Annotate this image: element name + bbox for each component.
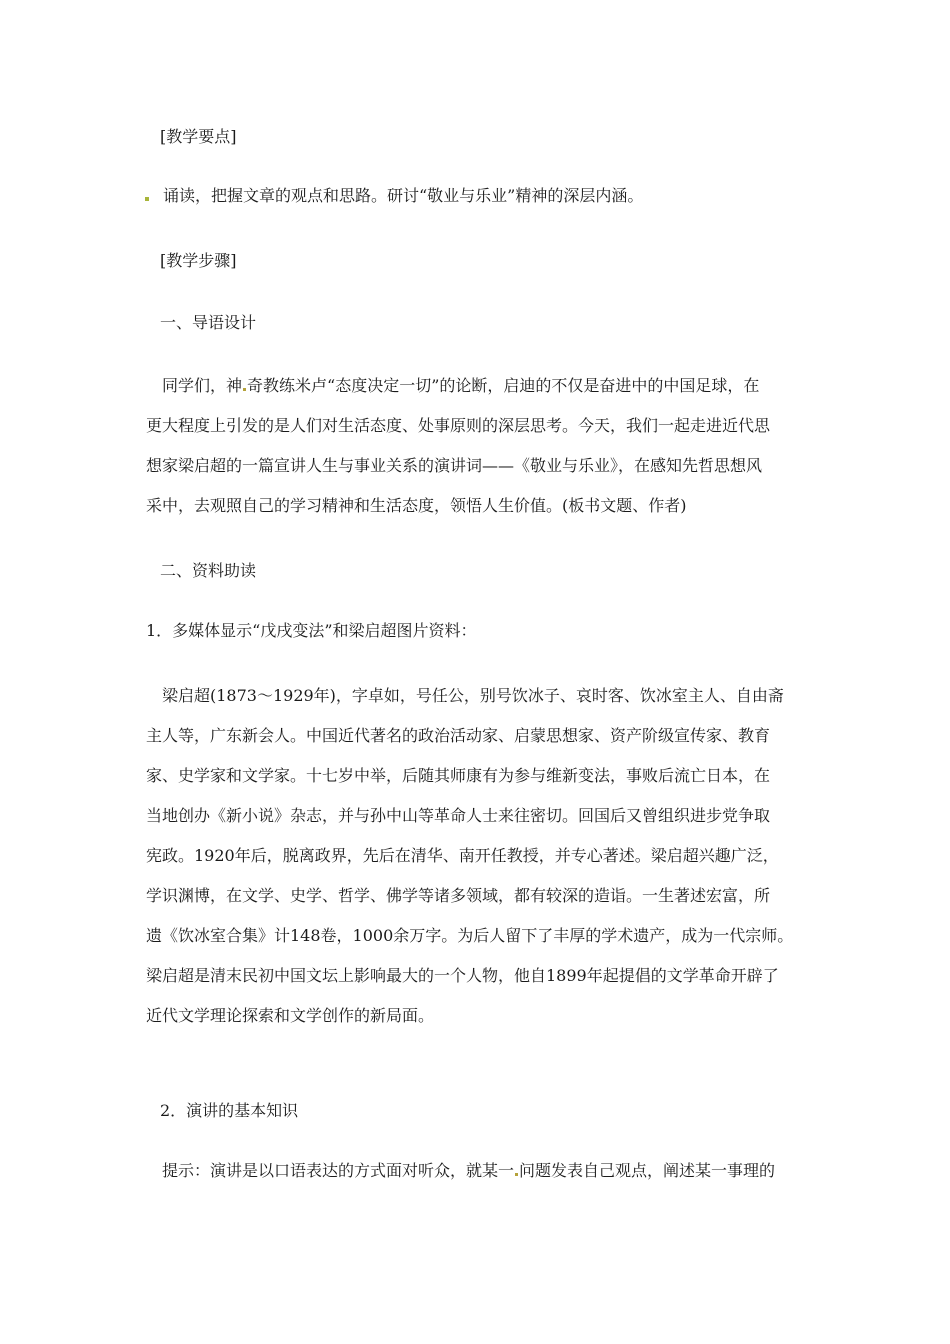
bio-line: 学识渊博，在文学、史学、哲学、佛学等诸多领域，都有较深的造诣。一生著述宏富，所 [146, 886, 771, 905]
bio-line: 遗《饮冰室合集》计148卷，1000余万字。为后人留下了丰厚的学术遗产，成为一代宗师。 [146, 926, 794, 945]
heading-key-points: [教学要点] [160, 127, 237, 146]
intro-line-2: 更大程度上引发的是人们对生活态度、处事原则的深层思考。今天，我们一起走进近代思 [146, 416, 771, 435]
key-points-text: 诵读，把握文章的观点和思路。研讨“敬业与乐业”精神的深层内涵。 [163, 186, 644, 205]
hint-line: 提示：演讲是以口语表达的方式面对听众，就某一 问题发表自己观点，阐述某一事理的 [162, 1161, 776, 1180]
bio-paragraph [146, 681, 826, 1031]
bullet-marker [145, 197, 149, 201]
section1-title: 一、导语设计 [160, 313, 257, 332]
intro-line-4: 采中，去观照自己的学习精神和生活态度，领悟人生价值。(板书文题、作者) [146, 496, 687, 515]
heading-steps: [教学步骤] [160, 251, 237, 270]
section2-title: 二、资料助读 [160, 561, 257, 580]
intro-line-3: 想家梁启超的一篇宣讲人生与事业关系的演讲词——《敬业与乐业》，在感知先哲思想风 [146, 456, 763, 475]
intro-paragraph [146, 371, 826, 521]
inline-dot-marker [243, 388, 246, 391]
inline-dot-marker [515, 1173, 518, 1176]
bio-line: 近代文学理论探索和文学创作的新局面。 [146, 1006, 435, 1025]
intro-line-1: 同学们，神 奇教练米卢“态度决定一切”的论断，启迪的不仅是奋进中的中国足球，在 [162, 376, 760, 395]
bio-line: 宪政。1920年后，脱离政界，先后在清华、南开任教授，并专心著述。梁启超兴趣广泛， [146, 846, 779, 865]
bio-line: 梁启超是清末民初中国文坛上影响最大的一个人物，他自1899年起提倡的文学革命开辟了 [146, 966, 779, 985]
item2-title: 2．演讲的基本知识 [160, 1101, 299, 1120]
bio-line: 梁启超(1873～1929年)，字卓如，号任公，别号饮冰子、哀时客、饮冰室主人、自由斋 [162, 686, 784, 705]
bio-line: 当地创办《新小说》杂志，并与孙中山等革命人士来往密切。回国后又曾组织进步党争取 [146, 806, 771, 825]
bio-line: 主人等，广东新会人。中国近代著名的政治活动家、启蒙思想家、资产阶级宣传家、教育 [146, 726, 771, 745]
item1-title: 1．多媒体显示“戊戌变法”和梁启超图片资料： [146, 621, 477, 640]
bio-line: 家、史学家和文学家。十七岁中举，后随其师康有为参与维新变法，事败后流亡日本，在 [146, 766, 771, 785]
